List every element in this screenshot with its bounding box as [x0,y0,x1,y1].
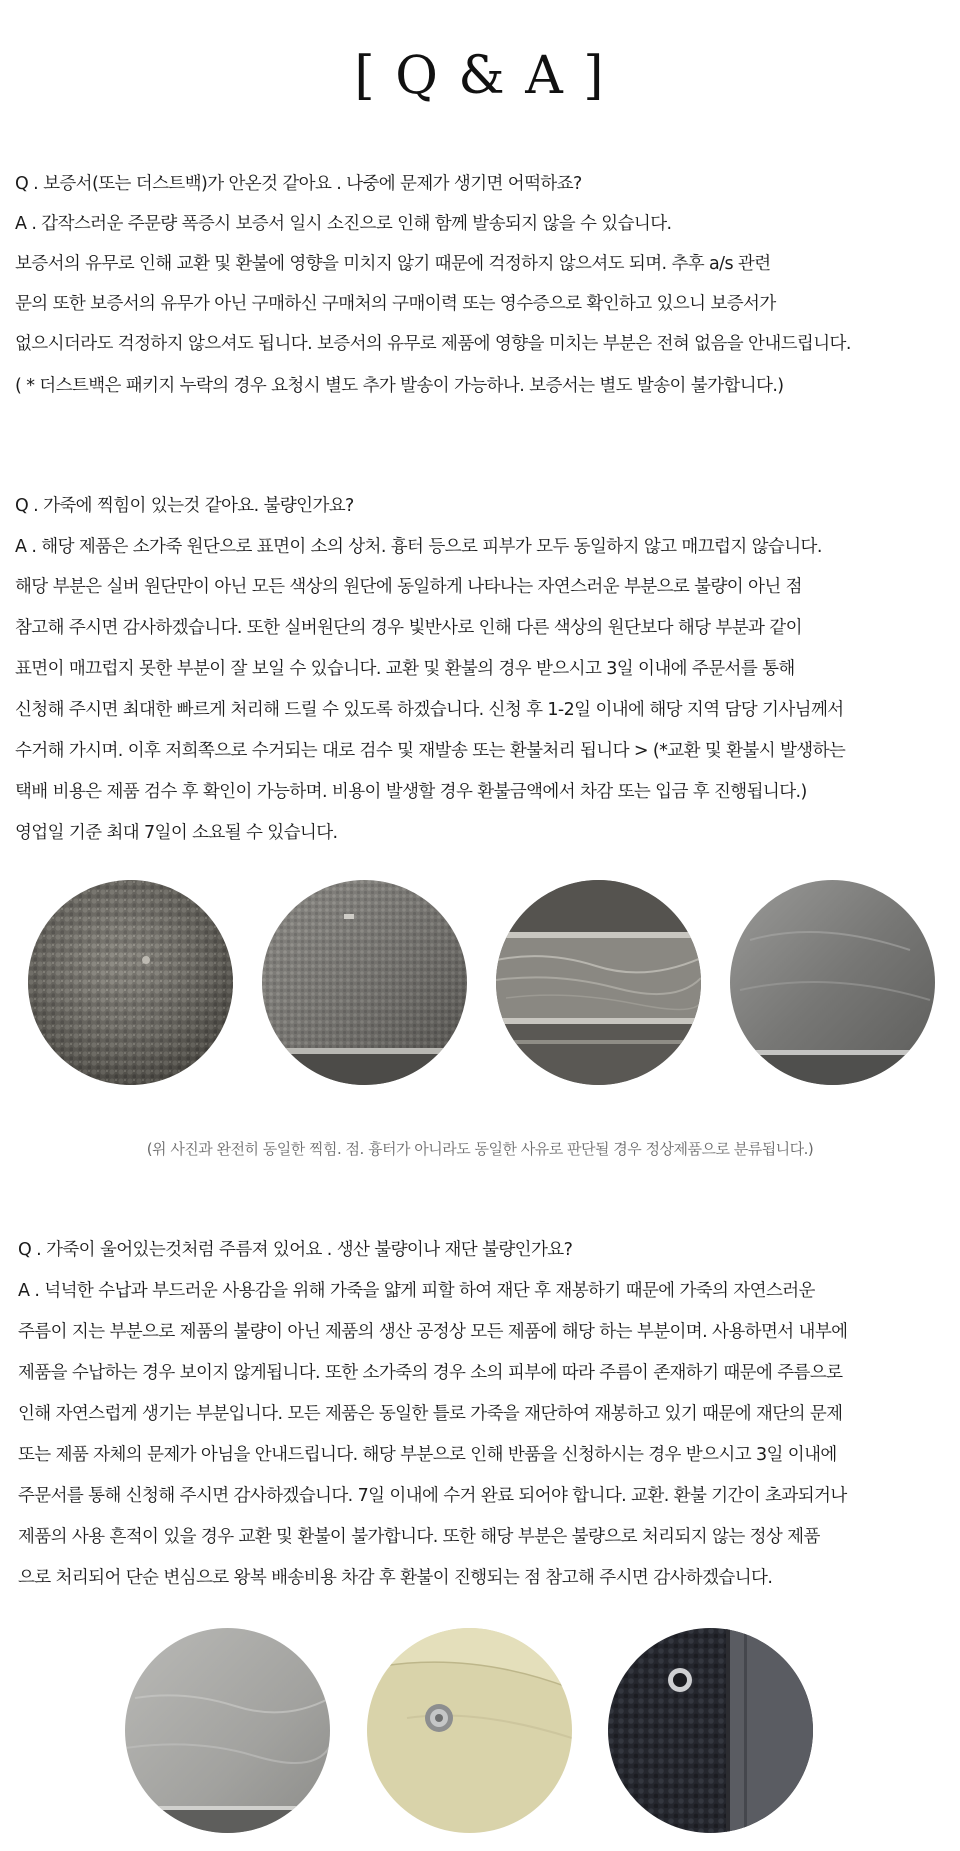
answer-line: 해당 부분은 실버 원단만이 아닌 모든 색상의 원단에 동일하게 나타나는 자연스러운 부분으로 불량이 아닌 점 [15,577,802,597]
answer-line: 또는 제품 자체의 문제가 아님을 안내드립니다. 해당 부분으로 인해 반품을 신청하시는 경우 받으시고 3일 이내에 [18,1445,837,1465]
photo-caption: (위 사진과 완전히 동일한 찍힘. 점. 흉터가 아니라도 동일한 사유로 판단될 경우 정상제품으로 분류됩니다.) [146,1140,814,1158]
photo-silver-wrinkle [125,1628,330,1833]
photo-silver-leather-scratch [262,880,467,1085]
answer-line: 문의 또한 보증서의 유무가 아닌 구매하신 구매처의 구매이력 또는 영수증으로 확인하고 있으니 보증서가 [15,294,776,314]
leather-wrinkle-photos [0,1628,960,1833]
photo-smooth-silver [730,880,935,1085]
answer-line: 신청해 주시면 최대한 빠르게 처리해 드릴 수 있도록 하겠습니다. 신청 후 1-2일 이내에 해당 지역 담당 기사님께서 [15,700,844,720]
question-warranty: Q . 보증서(또는 더스트백)가 안온것 같아요 . 나중에 문제가 생기면 어떡하죠? [15,174,582,194]
page-title: [ Q & A ] [354,46,606,106]
leather-dent-photos [0,880,960,1085]
answer-line: 제품을 수납하는 경우 보이지 않게됩니다. 또한 소가죽의 경우 소의 피부에 따라 주름이 존재하기 때문에 주름으로 [18,1363,843,1383]
answer-line: 보증서의 유무로 인해 교환 및 환불에 영향을 미치지 않기 때문에 걱정하지 않으셔도 되며. 추후 a/s 관련 [15,254,771,274]
answer-line: 주름이 지는 부분으로 제품의 불량이 아닌 제품의 생산 공정상 모든 제품에 해당 하는 부분이며. 사용하면서 내부에 [18,1322,848,1342]
answer-line: 없으시더라도 걱정하지 않으셔도 됩니다. 보증서의 유무로 제품에 영향을 미치는 부분은 전혀 없음을 안내드립니다. [15,334,851,354]
answer-line: 참고해 주시면 감사하겠습니다. 또한 실버원단의 경우 빛반사로 인해 다른 색상의 원단보다 해당 부분과 같이 [15,618,802,638]
answer-line: 표면이 매끄럽지 못한 부분이 잘 보일 수 있습니다. 교환 및 환불의 경우 받으시고 3일 이내에 주문서를 통해 [15,659,795,679]
answer-line: A . 넉넉한 수납과 부드러운 사용감을 위해 가죽을 얇게 피할 하여 재단 후 재봉하기 때문에 가죽의 자연스러운 [18,1281,815,1301]
answer-line: 주문서를 통해 신청해 주시면 감사하겠습니다. 7일 이내에 수거 완료 되어야 합니다. 교환. 환불 기간이 초과되거나 [18,1486,847,1506]
photo-cream-snap [367,1628,572,1833]
photo-pebbled-leather [28,880,233,1085]
question-dents: Q . 가죽에 찍힘이 있는것 같아요. 불량인가요? [15,496,354,516]
answer-line: 으로 처리되어 단순 변심으로 왕복 배송비용 차감 후 환불이 진행되는 점 참고해 주시면 감사하겠습니다. [18,1568,773,1588]
answer-line: 택배 비용은 제품 검수 후 확인이 가능하며. 비용이 발생할 경우 환불금액에서 차감 또는 입금 후 진행됩니다.) [15,782,807,802]
answer-line: 인해 자연스럽게 생기는 부분입니다. 모든 제품은 동일한 틀로 가죽을 재단하여 재봉하고 있기 때문에 재단의 문제 [18,1404,843,1424]
answer-line: 영업일 기준 최대 7일이 소요될 수 있습니다. [15,823,338,843]
answer-line: A . 갑작스러운 주문량 폭증시 보증서 일시 소진으로 인해 함께 발송되지 않을 수 있습니다. [15,214,672,234]
photo-creased-leather [496,880,701,1085]
answer-line: 수거해 가시며. 이후 저희쪽으로 수거되는 대로 검수 및 재발송 또는 환불처리 됩니다 > (*교환 및 환불시 발생하는 [15,741,846,761]
answer-line: ( * 더스트백은 패키지 누락의 경우 요청시 별도 추가 발송이 가능하나. 보증서는 별도 발송이 불가합니다.) [15,376,784,396]
answer-line: 제품의 사용 흔적이 있을 경우 교환 및 환불이 불가합니다. 또한 해당 부분은 불량으로 처리되지 않는 정상 제품 [18,1527,820,1547]
question-wrinkles: Q . 가죽이 울어있는것처럼 주름져 있어요 . 생산 불량이나 재단 불량인가요? [18,1240,573,1260]
answer-line: A . 해당 제품은 소가죽 원단으로 표면이 소의 상처. 흉터 등으로 피부가 모두 동일하지 않고 매끄럽지 않습니다. [15,537,822,557]
photo-navy-eyelet [608,1628,813,1833]
